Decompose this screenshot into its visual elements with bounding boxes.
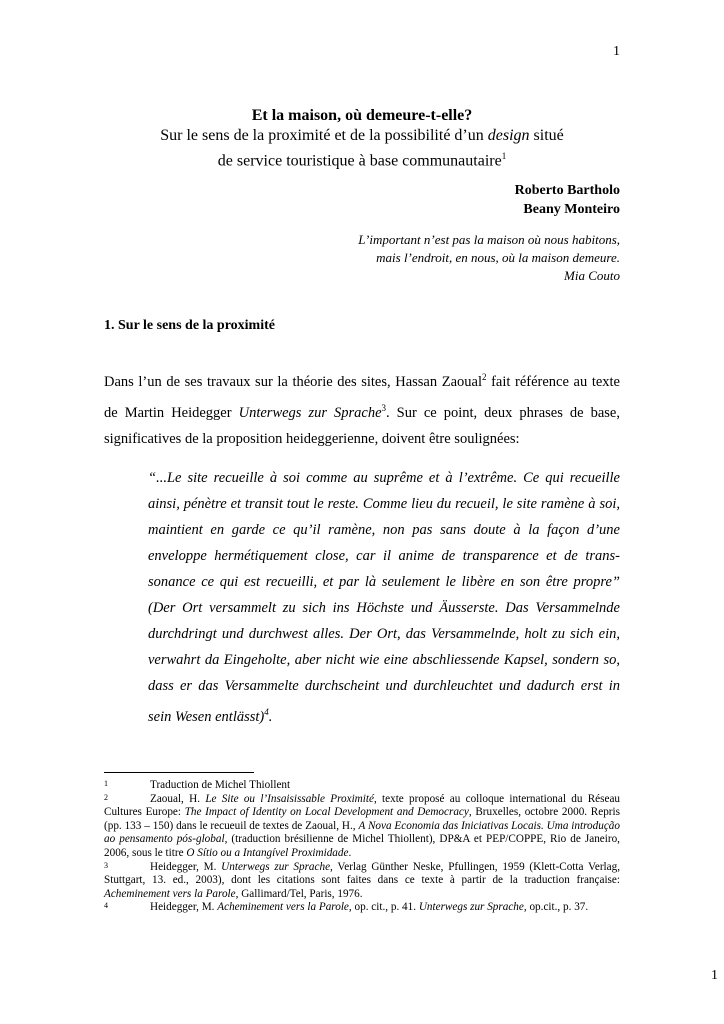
block-quote: “...Le site recueille à soi comme au suprême et à l’extrême. Ce qui recueille ainsi, pénètre et transit tout le reste. Comme lieu du recueil, le site ramène à soi, maintient en garde ce qu’il ramène, non pas sans doute à la façon d’une enveloppe hermétiquement close, car il anime de transparence et de trans-sonance ce qui est recueilli, et par là seulement le libère en son être propre” (Der Ort versammelt zu sich ins Höchste und Äusserste. Das Versammelnde durchdringt und durchwest alles. Der Ort, das Versammelnde, holt zu sich ein, verwahrt da Eingeholte, aber nicht wie eine abschliessende Kapsel, sondern so, dass er das Versammelte durchscheint und durchleuchtet und dadurch erst in sein Wesen entlässt)$^4$.	[148, 470, 620, 725]
author-name: Beany Monteiro	[523, 202, 620, 217]
epigraph-attribution: Mia Couto	[564, 268, 620, 283]
epigraph-line: mais l’endroit, en nous, où la maison demeure.	[376, 250, 620, 265]
page-title: Et la maison, où demeure-t-elle?	[251, 107, 473, 124]
footnote-mark: 4	[104, 901, 108, 911]
subtitle-line-1: Sur le sens de la proximité et de la possibilité d’un design situé	[160, 127, 564, 144]
title-block	[104, 106, 620, 171]
epigraph	[358, 231, 620, 285]
footnote-ref-3[interactable]: 3	[381, 402, 387, 413]
footnote-ref-2[interactable]: 2	[481, 372, 487, 382]
footnote-divider	[104, 772, 254, 773]
footnote-1: $^1$ Traduction de Michel Thiollent	[104, 779, 291, 791]
page-number-top: 1	[613, 44, 620, 59]
footnote-mark: 1	[104, 779, 108, 788]
authors	[515, 181, 620, 219]
footnote-4: $^4$ Heidegger, M. Acheminement vers la Parole, op. cit., p. 41. Unterwegs zur Sprache, op.cit., p. 37.	[104, 901, 589, 914]
footnote-ref-1[interactable]: 1	[501, 151, 507, 161]
footnote-3: $^3$ Heidegger, M. Unterwegs zur Sprache, Verlag Günther Neske, Pfullingen, 1959 (Klett-Cotta Verlag, Stuttgart, 13. ed., 2003), dont les citations sont faites dans ce texte à partir de la traduction française: Acheminement vers la Parole, Gallimard/Tel, Paris, 1976.	[104, 860, 621, 900]
page-number-bottom: 1	[711, 968, 718, 983]
footnotes	[104, 779, 620, 915]
epigraph-line: L’important n’est pas la maison où nous habitons,	[358, 232, 620, 247]
author-name: Roberto Bartholo	[514, 183, 620, 198]
body-paragraph: Dans l’un de ses travaux sur la théorie des sites, Hassan Zaoual$^2$ fait référence au texte de Martin Heidegger Unterwegs zur Sprache$^3$. Sur ce point, deux phrases de base, significatives de la proposition heideggerienne, doivent être soulignées:	[104, 372, 620, 447]
footnote-2: $^2$ Zaoual, H. Le Site ou l’Insaisissable Proximité, texte proposé au colloque international du Réseau Cultures Europe: The Impact of Identity on Local Development and Democracy, Bruxelles, octobre 2000. Repris (pp. 133 – 150) dans le recueuil de textes de Zaoual, H., A Nova Economia das Iniciativas Locais. Uma introdução ao pensamento pós-global, (traduction brésilienne de Michel Thiollent), DP&A et PEP/COPPE, Rio de Janeiro, 2006, sous le titre O Sítio ou a Intangível Proximidade.	[104, 792, 621, 859]
subtitle-line-2: de service touristique à base communautaire$^1$	[217, 151, 507, 170]
footnote-ref-4[interactable]: 4	[264, 707, 269, 717]
footnote-mark: 3	[104, 860, 108, 870]
footnote-mark: 2	[104, 792, 108, 802]
section-heading: 1. Sur le sens de la proximité	[104, 318, 275, 333]
